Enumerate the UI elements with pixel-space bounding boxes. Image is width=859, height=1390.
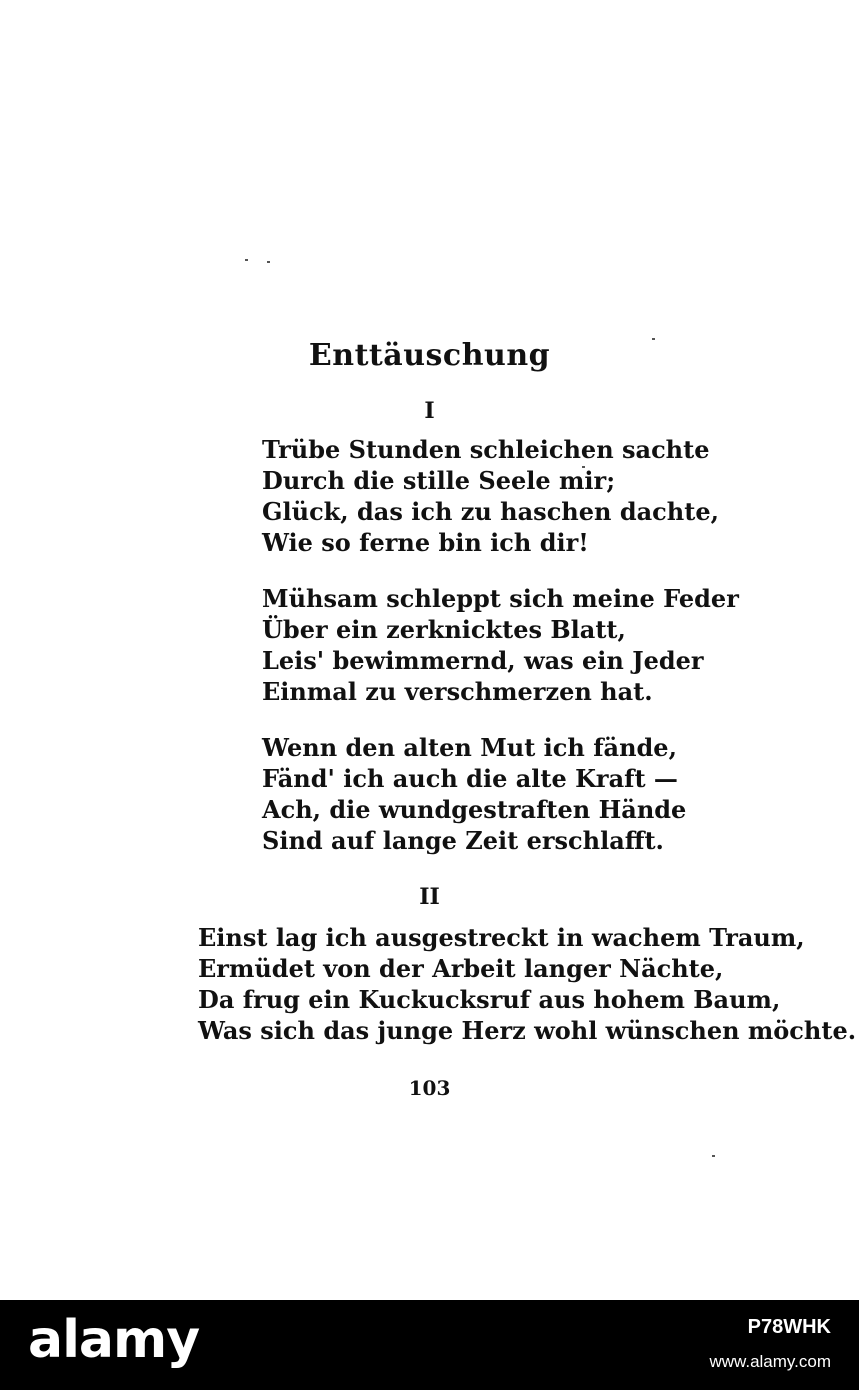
poem-title: Enttäuschung [308,338,551,373]
section-numeral-one: I [424,398,435,424]
verse-line: Einmal zu verschmerzen hat. [262,677,653,706]
speck-mark [245,259,248,261]
stanza-2 [262,583,739,707]
stanza-3 [262,732,686,856]
verse-line: Sind auf lange Zeit erschlafft. [262,826,664,855]
verse-line: Da frug ein Kuckucksruf aus hohem Baum, [198,985,781,1014]
verse-line: Was sich das junge Herz wohl wünschen möchte. [198,1016,857,1045]
section-numeral-two: II [419,884,440,910]
watermark-banner [0,1300,859,1390]
alamy-logo: alamy [28,1310,200,1370]
verse-line: Leis' bewimmernd, was ein Jeder [262,646,704,675]
verse-line: Glück, das ich zu haschen dachte, [262,497,719,526]
speck-mark [267,261,270,263]
verse-line: Über ein zerknicktes Blatt, [262,615,626,644]
site-url: www.alamy.com [709,1352,831,1371]
verse-line: Einst lag ich ausgestreckt in wachem Traum, [198,923,805,952]
verse-line: Wie so ferne bin ich dir! [262,528,589,557]
verse-line: Mühsam schleppt sich meine Feder [262,584,739,613]
image-id: P78WHK [747,1316,831,1338]
verse-line: Wenn den alten Mut ich fände, [262,733,677,762]
speck-mark [712,1155,715,1157]
verse-line: Fänd' ich auch die alte Kraft — [262,764,678,793]
verse-line: Trübe Stunden schleichen sachte [262,435,710,464]
stanza-4 [198,922,856,1046]
page-number: 103 [408,1076,451,1100]
verse-line: Ach, die wundgestraften Hände [262,795,687,824]
verse-line: Durch die stille Seele mir; [262,466,616,495]
verse-line: Ermüdet von der Arbeit langer Nächte, [198,954,724,983]
stanza-1 [262,434,719,558]
